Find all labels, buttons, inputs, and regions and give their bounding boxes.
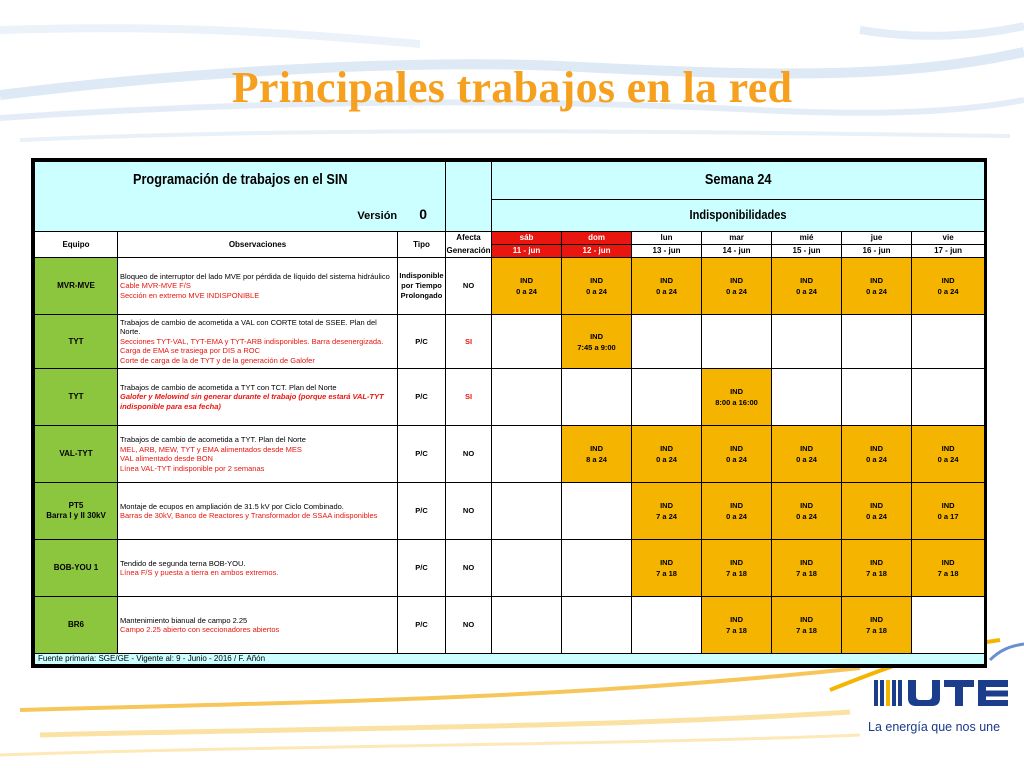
observation-line: Cable MVR-MVE F/S [120, 281, 191, 291]
ind-cell: IND 0 a 24 [492, 258, 562, 315]
col-afecta: Afecta [446, 232, 492, 245]
ind-cell: IND 0 a 24 [702, 426, 772, 483]
table-row [35, 483, 985, 540]
observaciones-cell [118, 369, 398, 426]
equipo-cell: MVR-MVE [35, 258, 118, 315]
version-label: Versión [357, 209, 398, 222]
observaciones-cell [118, 483, 398, 540]
week-cell [492, 162, 985, 200]
table-row [35, 369, 985, 426]
day-date: 11 - jun [492, 245, 562, 258]
observation-line: Secciones TYT-VAL, TYT-EMA y TYT-ARB indisponibles. Barra desenergizada. [120, 336, 384, 346]
schedule-table [34, 161, 985, 665]
empty-day-cell [562, 483, 632, 540]
ind-cell: IND 7:45 a 9:00 [562, 315, 632, 369]
observaciones-cell [118, 426, 398, 483]
tipo-cell: P/C [398, 597, 446, 654]
equipo-cell: PT5 Barra I y II 30kV [35, 483, 118, 540]
observation-line: Trabajos de cambio de acometida a TYT. Plan del Norte [120, 435, 306, 444]
ind-cell: IND 8:00 a 16:00 [702, 369, 772, 426]
observation-line: Galofer y Melowind sin generar durante el trabajo (porque estará VAL-TYT [120, 392, 384, 402]
ind-cell: IND 0 a 24 [772, 483, 842, 540]
day-name: dom [562, 232, 632, 245]
tipo-cell: P/C [398, 540, 446, 597]
version-cell [35, 200, 446, 232]
empty-day-cell [562, 540, 632, 597]
empty-day-cell [632, 597, 702, 654]
empty-day-cell [492, 369, 562, 426]
equipo-cell: VAL-TYT [35, 426, 118, 483]
equipo-cell: TYT [35, 315, 118, 369]
ind-cell: IND 7 a 18 [632, 540, 702, 597]
version-value: 0 [419, 205, 428, 222]
col-observaciones: Observaciones [118, 232, 398, 258]
empty-day-cell [702, 315, 772, 369]
schedule-table-frame [31, 158, 987, 668]
ind-cell: IND 0 a 24 [842, 426, 912, 483]
ind-cell: IND 7 a 18 [772, 540, 842, 597]
empty-day-cell [492, 426, 562, 483]
observation-line: indisponible para esa fecha) [120, 401, 221, 411]
slogan: La energía que nos une [868, 720, 1001, 734]
afecta-cell: NO [446, 426, 492, 483]
empty-day-cell [492, 315, 562, 369]
afecta-cell: NO [446, 258, 492, 315]
day-date: 12 - jun [562, 245, 632, 258]
observation-line: MEL, ARB, MEW, TYT y EMA alimentados desde MES [120, 444, 302, 454]
equipo-cell: BOB-YOU 1 [35, 540, 118, 597]
observation-line: Línea F/S y puesta a tierra en ambos extremos. [120, 568, 279, 577]
observation-line: Carga de EMA se trasiega por DIS a ROC [120, 346, 261, 356]
observation-line: Mantenimiento bianual de campo 2.25 [120, 615, 248, 625]
schedule-body [35, 258, 985, 654]
empty-day-cell [492, 483, 562, 540]
observation-line: Corte de carga de la de TYT y de la generación de Galofer [120, 355, 315, 365]
empty-day-cell [492, 597, 562, 654]
tipo-cell: Indisponible por Tiempo Prolongado [398, 258, 446, 315]
ind-cell: IND 8 a 24 [562, 426, 632, 483]
ind-cell: IND 0 a 24 [912, 426, 985, 483]
source-footer: Fuente primaria: SGE/GE - Vigente al: 9 - Junio - 2016 / F. Añón [35, 654, 985, 665]
afecta-cell: SI [446, 369, 492, 426]
ind-cell: IND 0 a 17 [912, 483, 985, 540]
ind-cell: IND 7 a 18 [702, 540, 772, 597]
observation-line: Montaje de ecupos en ampliación de 31.5 kV por Ciclo Combinado. [120, 501, 344, 511]
day-name: mar [702, 232, 772, 245]
table-row [35, 597, 985, 654]
observation-line: Tendido de segunda terna BOB-YOU. [120, 558, 246, 568]
ind-cell: IND 0 a 24 [562, 258, 632, 315]
day-date: 17 - jun [912, 245, 985, 258]
observation-line: Barras de 30kV, Banco de Reactores y Transformador de SSAA indisponibles [120, 511, 378, 520]
week-label: Semana 24 [704, 170, 772, 188]
table-title-cell [35, 162, 446, 200]
ind-cell: IND 7 a 18 [912, 540, 985, 597]
observaciones-cell [118, 258, 398, 315]
tipo-cell: P/C [398, 315, 446, 369]
day-date: 13 - jun [632, 245, 702, 258]
observaciones-cell [118, 315, 398, 369]
ind-cell: IND 7 a 18 [842, 540, 912, 597]
table-row [35, 258, 985, 315]
observation-line: Campo 2.25 abierto con seccionadores abiertos [120, 625, 280, 634]
empty-day-cell [632, 369, 702, 426]
day-name: jue [842, 232, 912, 245]
ind-cell: IND 0 a 24 [702, 258, 772, 315]
day-date: 15 - jun [772, 245, 842, 258]
ind-cell: IND 0 a 24 [702, 483, 772, 540]
day-name: vie [912, 232, 985, 245]
observation-line: Línea VAL-TYT indisponible por 2 semanas [120, 463, 265, 473]
afecta-cell: NO [446, 597, 492, 654]
empty-day-cell [632, 315, 702, 369]
ute-logo [872, 678, 1012, 714]
day-name: lun [632, 232, 702, 245]
afecta-cell: NO [446, 540, 492, 597]
equipo-cell: BR6 [35, 597, 118, 654]
empty-day-cell [562, 369, 632, 426]
observation-line: Sección en extremo MVE INDISPONIBLE [120, 290, 260, 300]
ind-cell: IND 0 a 24 [912, 258, 985, 315]
ind-cell: IND 0 a 24 [772, 258, 842, 315]
blank-header-cell [446, 162, 492, 232]
empty-day-cell [772, 315, 842, 369]
indisp-label: Indisponibilidades [689, 206, 787, 222]
ind-cell: IND 0 a 24 [842, 258, 912, 315]
observation-line: VAL alimentado desde BON [120, 454, 213, 463]
ind-cell: IND 7 a 18 [702, 597, 772, 654]
slide-title: Principales trabajos en la red [231, 63, 793, 112]
observaciones-cell [118, 597, 398, 654]
ind-cell: IND 0 a 24 [632, 426, 702, 483]
observaciones-cell [118, 540, 398, 597]
tipo-cell: P/C [398, 369, 446, 426]
table-title: Programación de trabajos en el SIN [132, 170, 348, 188]
empty-day-cell [772, 369, 842, 426]
tipo-cell: P/C [398, 483, 446, 540]
observation-line: Bloqueo de interruptor del lado MVE por pérdida de líquido del sistema hidráulico [120, 271, 390, 281]
ind-cell: IND 7 a 18 [772, 597, 842, 654]
col-equipo: Equipo [35, 232, 118, 258]
observation-line: Trabajos de cambio de acometida a VAL con CORTE total de SSEE. Plan del Norte. [120, 317, 377, 337]
empty-day-cell [912, 315, 985, 369]
equipo-cell: TYT [35, 369, 118, 426]
ind-cell: IND 0 a 24 [842, 483, 912, 540]
table-row [35, 426, 985, 483]
empty-day-cell [492, 540, 562, 597]
tipo-cell: P/C [398, 426, 446, 483]
empty-day-cell [562, 597, 632, 654]
day-date: 16 - jun [842, 245, 912, 258]
table-row [35, 315, 985, 369]
afecta-cell: SI [446, 315, 492, 369]
table-row [35, 540, 985, 597]
day-name: mié [772, 232, 842, 245]
ind-cell: IND 7 a 24 [632, 483, 702, 540]
col-generacion: Generación [446, 245, 492, 258]
empty-day-cell [912, 369, 985, 426]
ind-cell: IND 0 a 24 [632, 258, 702, 315]
afecta-cell: NO [446, 483, 492, 540]
indisp-cell [492, 200, 985, 232]
ind-cell: IND 0 a 24 [772, 426, 842, 483]
empty-day-cell [842, 369, 912, 426]
day-name: sáb [492, 232, 562, 245]
col-tipo: Tipo [398, 232, 446, 258]
empty-day-cell [912, 597, 985, 654]
empty-day-cell [842, 315, 912, 369]
day-date: 14 - jun [702, 245, 772, 258]
ind-cell: IND 7 a 18 [842, 597, 912, 654]
observation-line: Trabajos de cambio de acometida a TYT con TCT. Plan del Norte [120, 382, 337, 392]
